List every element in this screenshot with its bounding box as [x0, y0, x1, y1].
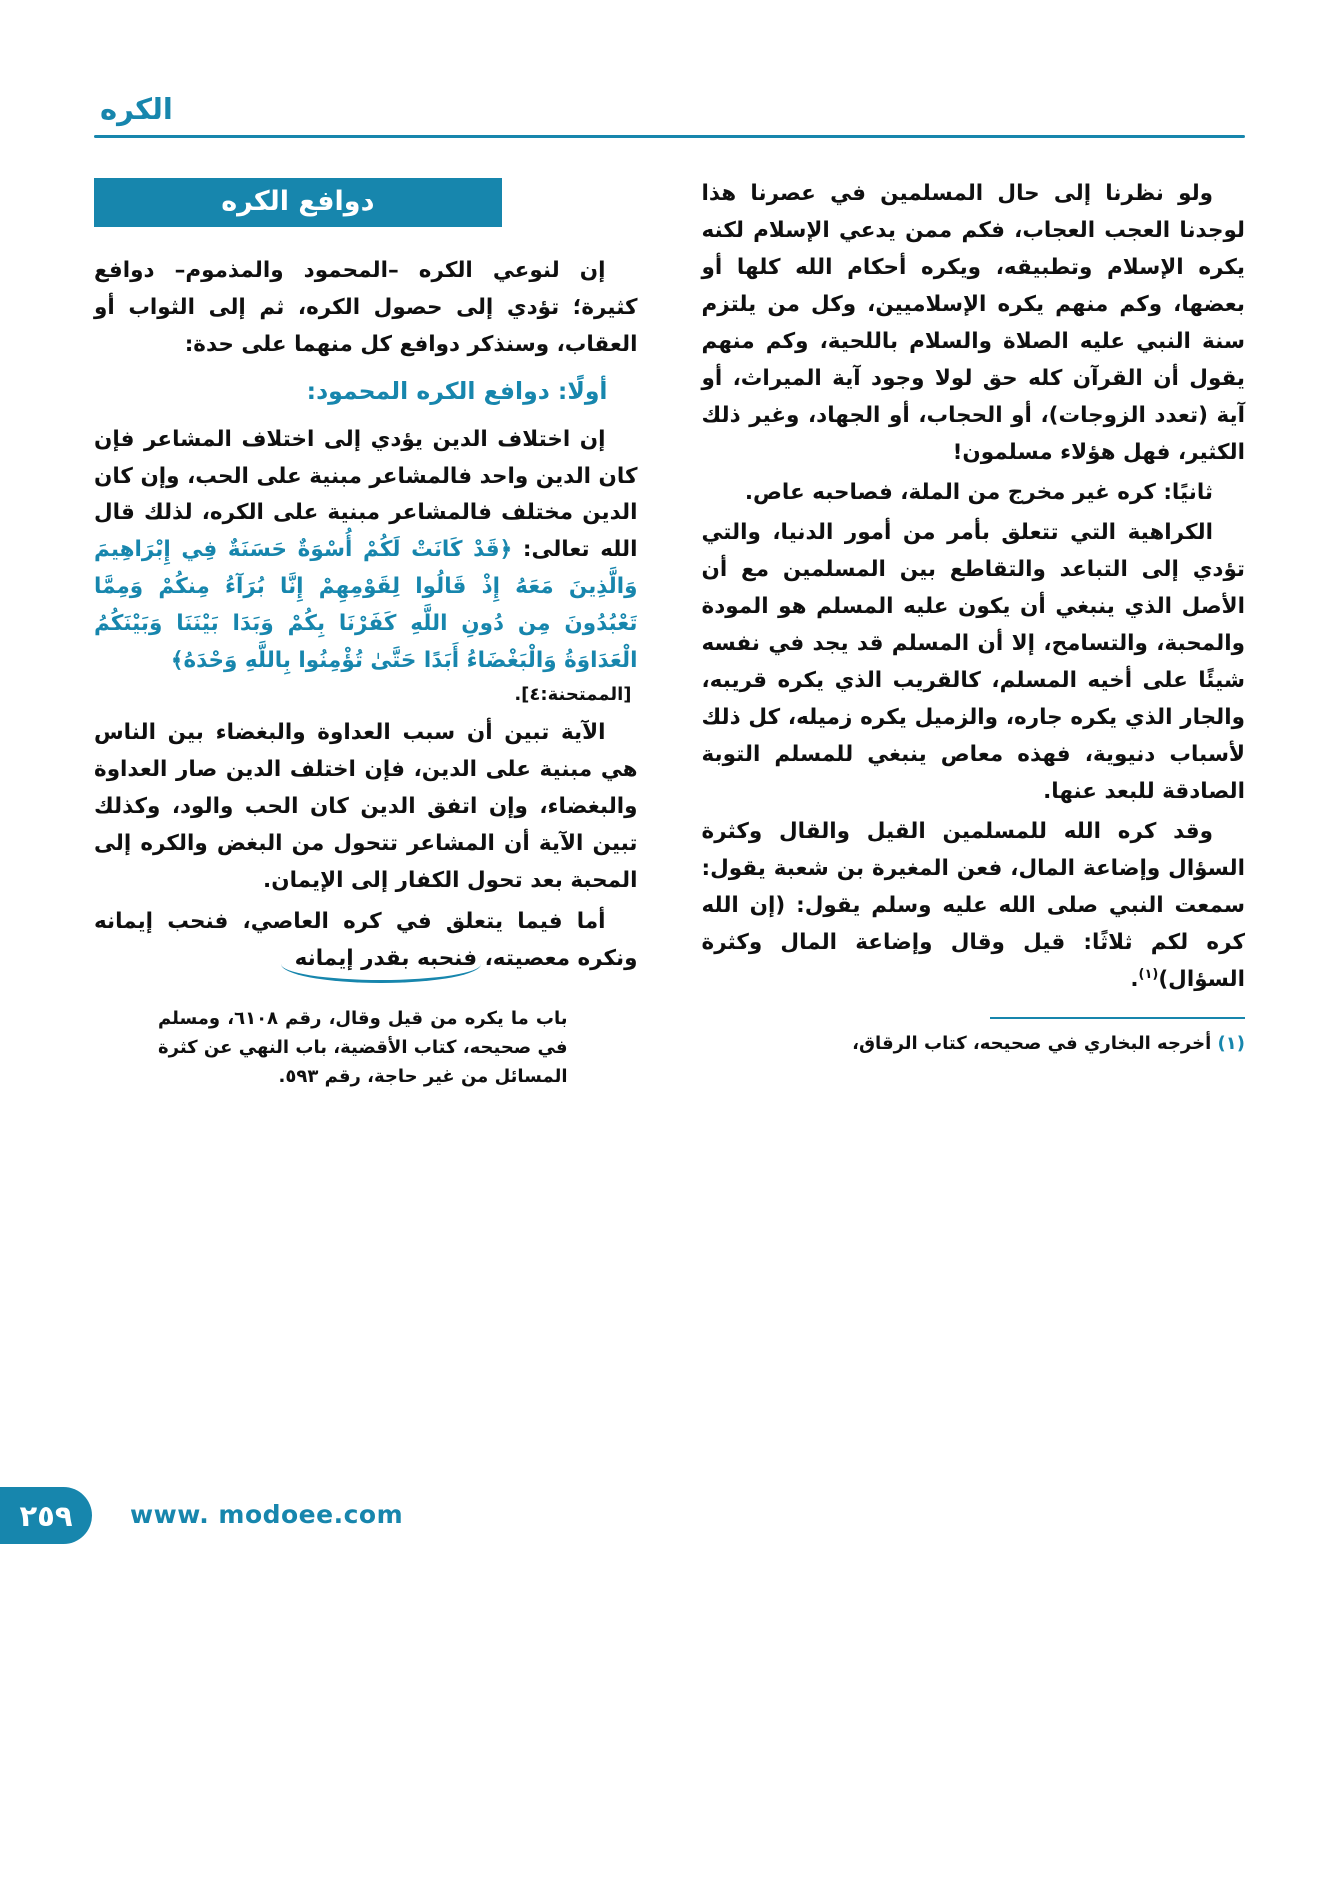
paragraph	[702, 475, 1246, 512]
paragraph-text: وقد كره الله للمسلمين القيل والقال وكثرة السؤال وإضاعة المال، فعن المغيرة بن شعبة يقول: سمعت النبي صلى الله عليه وسلم يقول:	[701, 818, 1246, 918]
page-number-badge	[0, 1487, 92, 1544]
paragraph-text: إن اختلاف الدين يؤدي إلى اختلاف المشاعر فإن كان الدين واحد فالمشاعر مبنية على الحب، وإن كان الدين مختلف فالمشاعر مبنية على الكره، لذلك قال الله تعالى:	[94, 426, 638, 563]
section-title: دوافع الكره	[221, 186, 375, 218]
website-link[interactable]: www. modoee.com	[130, 1500, 404, 1529]
running-head: الكره	[100, 92, 173, 126]
section-title-band	[94, 178, 502, 227]
footnote-continuation: باب ما يكره من قيل وقال، رقم ٦١٠٨، ومسلم في صحيحه، كتاب الأقضية، باب النهي عن كثرة المسائل من غير حاجة، رقم ٥٩٣.	[158, 1008, 568, 1088]
verse-reference: [الممتحنة:٤].	[514, 684, 632, 706]
paragraph: إن لنوعي الكره –المحمود والمذموم– دوافع كثيرة؛ تؤدي إلى حصول الكره، ثم إلى الثواب أو العقاب، وسنذكر دوافع كل منهما على حدة:	[94, 258, 638, 358]
paragraph	[94, 904, 638, 978]
footnote-number: (١)	[1217, 1033, 1245, 1055]
right-column	[702, 176, 1246, 1091]
footnote-marker: (١)	[1138, 966, 1159, 982]
paragraph	[702, 814, 1246, 999]
footnote-text: أخرجه البخاري في صحيحه، كتاب الرقاق،	[852, 1033, 1218, 1055]
underlined-phrase: فنحبه بقدر إيمانه	[294, 946, 478, 972]
paragraph: الآية تبين أن سبب العداوة والبغضاء بين الناس هي مبنية على الدين، فإن اختلف الدين صار العداوة والبغضاء، وإن اتفق الدين كان الحب والود، وكذلك تبين الآية أن المشاعر تتحول من البغض والكره إلى المحبة بعد تحول الكفار إلى الإيمان.	[94, 720, 638, 894]
sub-heading: أولًا: دوافع الكره المحمود:	[306, 377, 608, 406]
paragraph-text: .	[1130, 966, 1139, 992]
header-rule	[94, 135, 1245, 139]
quran-verse: ﴿قَدْ كَانَتْ لَكُمْ أُسْوَةٌ حَسَنَةٌ فِي إِبْرَاهِيمَ وَالَّذِينَ مَعَهُ إِذْ قَالُوا لِقَوْمِهِمْ إِنَّا بُرَآءُ مِنكُمْ وَمِمَّا تَعْبُدُونَ مِن دُونِ اللَّهِ كَفَرْنَا بِكُمْ وَبَدَا بَيْنَنَا وَبَيْنَكُمُ الْعَدَاوَةُ وَالْبَغْضَاءُ أَبَدًا حَتَّىٰ تُؤْمِنُوا بِاللَّهِ وَحْدَهُ﴾	[94, 537, 638, 674]
left-column	[94, 176, 638, 1091]
paragraph: الكراهية التي تتعلق بأمر من أمور الدنيا، والتي تؤدي إلى التباعد والتقاطع بين المسلمين مع أن الأصل الذي ينبغي أن يكون عليه المسلم هو المودة والمحبة، والتسامح، إلا أن المسلم قد يجد في نفسه شيئًا على أخيه المسلم، كالقريب الذي يكره قريبه، والجار الذي يكره جاره، والزميل يكره زميله، كل ذلك لأسباب دنيوية، فهذه معاص ينبغي للمسلم التوبة الصادقة للبعد عنها.	[701, 520, 1245, 804]
footnote-separator	[990, 1017, 1245, 1020]
hadith-text: (إن الله كره لكم ثلاثًا: قيل وقال وإضاعة المال وكثرة السؤال)	[701, 892, 1245, 992]
paragraph: ولو نظرنا إلى حال المسلمين في عصرنا هذا لوجدنا العجب العجاب، فكم ممن يدعي الإسلام لكنه يكره الإسلام وتطبيقه، ويكره أحكام الله كلها أو بعضها، وكم منهم يكره الإسلاميين، وكل من يلتزم سنة النبي عليه الصلاة والسلام باللحية، وكم منهم يقول أن القرآن كله حق لولا وجود آية الميراث، أو آية (تعدد الزوجات)، أو الحجاب، أو الجهاد، وغير ذلك الكثير، فهل هؤلاء مسلمون!	[701, 181, 1245, 466]
page-footer	[0, 1487, 1339, 1547]
footnote	[702, 1029, 1246, 1058]
page-number: ٢٥٩	[19, 1498, 73, 1533]
paragraph-text: كره غير مخرج من الملة، فصاحبه عاص.	[744, 480, 1164, 506]
paragraph-lead: ثانيًا:	[1163, 480, 1213, 506]
paragraph	[94, 422, 638, 681]
paragraph-text: أما فيما يتعلق في كره العاصي، فنحب إيمانه ونكره معصيته،	[94, 909, 638, 972]
text-columns	[94, 176, 1245, 1091]
